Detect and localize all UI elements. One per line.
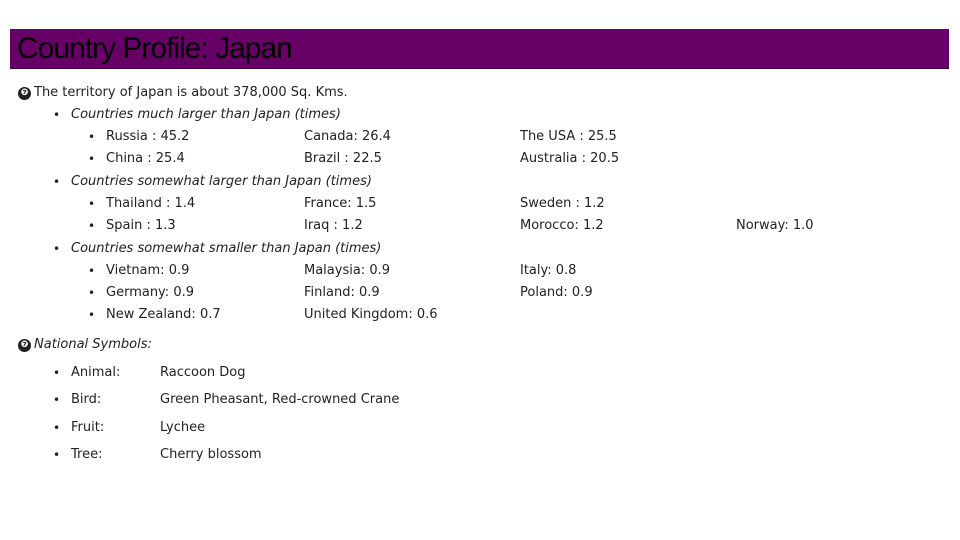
country-ratio: Canada: 26.4 (304, 129, 391, 144)
country-ratio: Brazil : 22.5 (304, 151, 382, 166)
country-ratio: France: 1.5 (304, 196, 377, 211)
country-ratio: Thailand : 1.4 (106, 196, 196, 211)
bullet: • (88, 152, 96, 166)
country-ratio: New Zealand: 0.7 (106, 307, 221, 322)
country-ratio: The USA : 25.5 (520, 129, 617, 144)
page-title: Country Profile: Japan (17, 32, 292, 65)
bullet: • (88, 308, 96, 322)
symbol-value: Cherry blossom (160, 447, 262, 462)
symbols-heading: National Symbols: (34, 337, 152, 352)
intro-text: The territory of Japan is about 378,000 Sq. Kms. (34, 85, 348, 100)
symbol-label: Tree: (71, 447, 103, 462)
bullet: • (53, 448, 61, 462)
country-ratio: Finland: 0.9 (304, 285, 380, 300)
bullet: • (88, 197, 96, 211)
bullet: • (88, 219, 96, 233)
title-bar (10, 29, 949, 69)
country-ratio: Sweden : 1.2 (520, 196, 605, 211)
country-ratio: Iraq : 1.2 (304, 218, 363, 233)
bullet: • (88, 130, 96, 144)
group-heading: Countries much larger than Japan (times) (71, 107, 341, 122)
country-ratio: Australia : 20.5 (520, 151, 620, 166)
bullet: • (53, 242, 61, 256)
symbol-label: Bird: (71, 392, 102, 407)
country-ratio: Italy: 0.8 (520, 263, 577, 278)
country-ratio: China : 25.4 (106, 151, 185, 166)
bullet: • (53, 393, 61, 407)
group-heading: Countries somewhat larger than Japan (times) (71, 174, 372, 189)
symbol-label: Animal: (71, 365, 121, 380)
symbol-value: Raccoon Dog (160, 365, 246, 380)
symbol-value: Green Pheasant, Red-crowned Crane (160, 392, 400, 407)
country-ratio: Malaysia: 0.9 (304, 263, 390, 278)
numbered-bullet-icon: ❼ (18, 87, 31, 100)
country-ratio: Vietnam: 0.9 (106, 263, 190, 278)
numbered-bullet-icon: ❼ (18, 339, 31, 352)
symbol-label: Fruit: (71, 420, 105, 435)
country-ratio: Germany: 0.9 (106, 285, 194, 300)
country-ratio: Norway: 1.0 (736, 218, 814, 233)
symbol-value: Lychee (160, 420, 206, 435)
bullet: • (53, 108, 61, 122)
bullet: • (53, 366, 61, 380)
country-ratio: Russia : 45.2 (106, 129, 190, 144)
group-heading: Countries somewhat smaller than Japan (times) (71, 241, 382, 256)
bullet: • (53, 175, 61, 189)
country-ratio: Morocco: 1.2 (520, 218, 604, 233)
country-ratio: Spain : 1.3 (106, 218, 176, 233)
country-ratio: United Kingdom: 0.6 (304, 307, 438, 322)
bullet: • (88, 264, 96, 278)
bullet: • (53, 421, 61, 435)
country-ratio: Poland: 0.9 (520, 285, 593, 300)
bullet: • (88, 286, 96, 300)
